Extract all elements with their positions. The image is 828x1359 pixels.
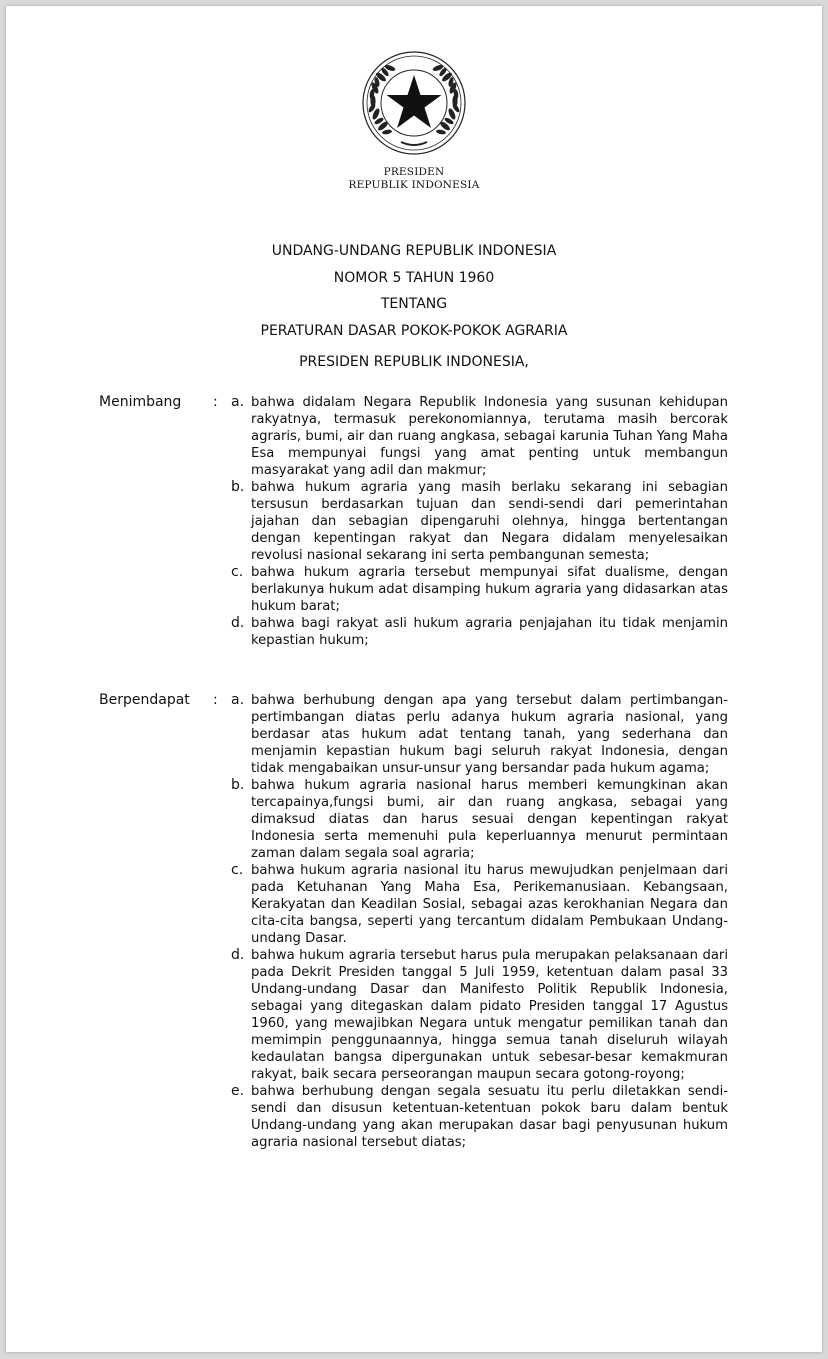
- clause-letter: d.: [231, 615, 245, 631]
- clause-text: bahwa hukum agraria tersebut mempunyai sifat dualisme, dengan berlakunya hukum adat disamping hukum agraria yang didasarkan atas hukum barat;: [251, 565, 728, 614]
- clause-item: [231, 777, 728, 862]
- clause-item: [231, 1083, 728, 1151]
- clause-text: bahwa hukum agraria nasional itu harus mewujudkan penjelmaan dari pada Ketuhanan Yang Maha Esa, Perikemanusiaan. Kebangsaan, Kerakyatan dan Keadilan Sosial, sebagai azas kerokhanian Negara dan cita-cita bangsa, seperti yang tercantum didalam Pembukaan Undang-undang Dasar.: [251, 863, 728, 946]
- title-line-3: TENTANG: [380, 296, 448, 312]
- office-line-2: REPUBLIK INDONESIA: [348, 179, 480, 191]
- section-label: Berpendapat: [99, 692, 190, 708]
- clause-letter: b.: [231, 777, 245, 793]
- section-colon: :: [213, 692, 218, 708]
- section-colon: :: [213, 394, 218, 410]
- clause-text: bahwa berhubung dengan apa yang tersebut dalam pertimbangan-pertimbangan diatas perlu adanya hukum agraria nasional, yang berdasar atas hukum adat tentang tanah, yang sederhana dan menjamin kepastian hukum bagi seluruh rakyat Indonesia, dengan tidak mengabaikan unsur-unsur yang bersandar pada hukum agama;: [251, 693, 728, 776]
- clause-text: bahwa berhubung dengan segala sesuatu itu perlu diletakkan sendi-sendi dan disusun ketentuan-ketentuan pokok baru dalam bentuk Undang-undang yang akan merupakan dasar bagi penyusunan hukum agraria nasional tersebut diatas;: [251, 1084, 728, 1150]
- clause-text: bahwa hukum agraria tersebut harus pula merupakan pelaksanaan dari pada Dekrit Presiden tanggal 5 Juli 1959, ketentuan dalam pasal 33 Undang-undang Dasar dan Manifesto Politik Republik Indonesia, sebagai yang ditegaskan dalam pidato Presiden tanggal 17 Agustus 1960, yang mewajibkan Negara untuk mengatur pemilikan tanah dan memimpin penggunaannya, hingga semua tanah diseluruh wilayah kedaulatan bangsa dipergunakan untuk sebesar-besar kemakmuran rakyat, baik secara perseorangan maupun secara gotong-royong;: [251, 948, 728, 1082]
- clause-list: [231, 394, 728, 649]
- clause-item: [231, 947, 728, 1083]
- clause-text: bahwa hukum agraria nasional harus memberi kemungkinan akan tercapainya,fungsi bumi, air dan ruang angkasa, sebagai yang dimaksud diatas dan harus sesuai dengan kepentingan rakyat Indonesia serta memenuhi pula keperluannya menurut permintaan zaman dalam segala soal agraria;: [251, 778, 728, 861]
- clause-item: [231, 615, 728, 649]
- title-line-1: UNDANG-UNDANG REPUBLIK INDONESIA: [271, 243, 557, 259]
- clause-letter: a.: [231, 394, 245, 410]
- clause-item: [231, 862, 728, 947]
- presidential-emblem-icon: [361, 50, 467, 156]
- clause-text: bahwa bagi rakyat asli hukum agraria penjajahan itu tidak menjamin kepastian hukum;: [251, 616, 728, 648]
- document-title: [0, 238, 828, 344]
- clause-text: bahwa hukum agraria yang masih berlaku sekarang ini sebagian tersusun berdasarkan tujuan dan sendi-sendi dari pemerintahan jajahan dan sebagian dipengaruhi olehnya, hingga bertentangan dengan kepentingan rakyat dan Negara didalam menyelesaikan revolusi nasional sekarang ini serta pembangunan semesta;: [251, 480, 728, 563]
- clause-list: [231, 692, 728, 1151]
- clause-text: bahwa didalam Negara Republik Indonesia yang susunan kehidupan rakyatnya, termasuk perekonomiannya, terutama masih bercorak agraris, bumi, air dan ruang angkasa, sebagai karunia Tuhan Yang Maha Esa mempunyai fungsi yang amat penting untuk membangun masyarakat yang adil dan makmur;: [251, 395, 728, 478]
- clause-item: [231, 564, 728, 615]
- issuing-office: [0, 166, 828, 192]
- clause-letter: a.: [231, 692, 245, 708]
- section-label: Menimbang: [99, 394, 182, 410]
- clause-letter: c.: [231, 564, 244, 580]
- clause-letter: c.: [231, 862, 244, 878]
- clause-letter: e.: [231, 1083, 245, 1099]
- title-line-4: PERATURAN DASAR POKOK-POKOK AGRARIA: [260, 322, 568, 339]
- clause-item: [231, 692, 728, 777]
- clause-letter: b.: [231, 479, 245, 495]
- clause-item: [231, 479, 728, 564]
- clause-item: [231, 394, 728, 479]
- clause-letter: d.: [231, 947, 245, 963]
- preamble: PRESIDEN REPUBLIK INDONESIA,: [299, 354, 529, 370]
- title-line-2: NOMOR 5 TAHUN 1960: [333, 269, 495, 286]
- office-line-1: PRESIDEN: [383, 166, 445, 178]
